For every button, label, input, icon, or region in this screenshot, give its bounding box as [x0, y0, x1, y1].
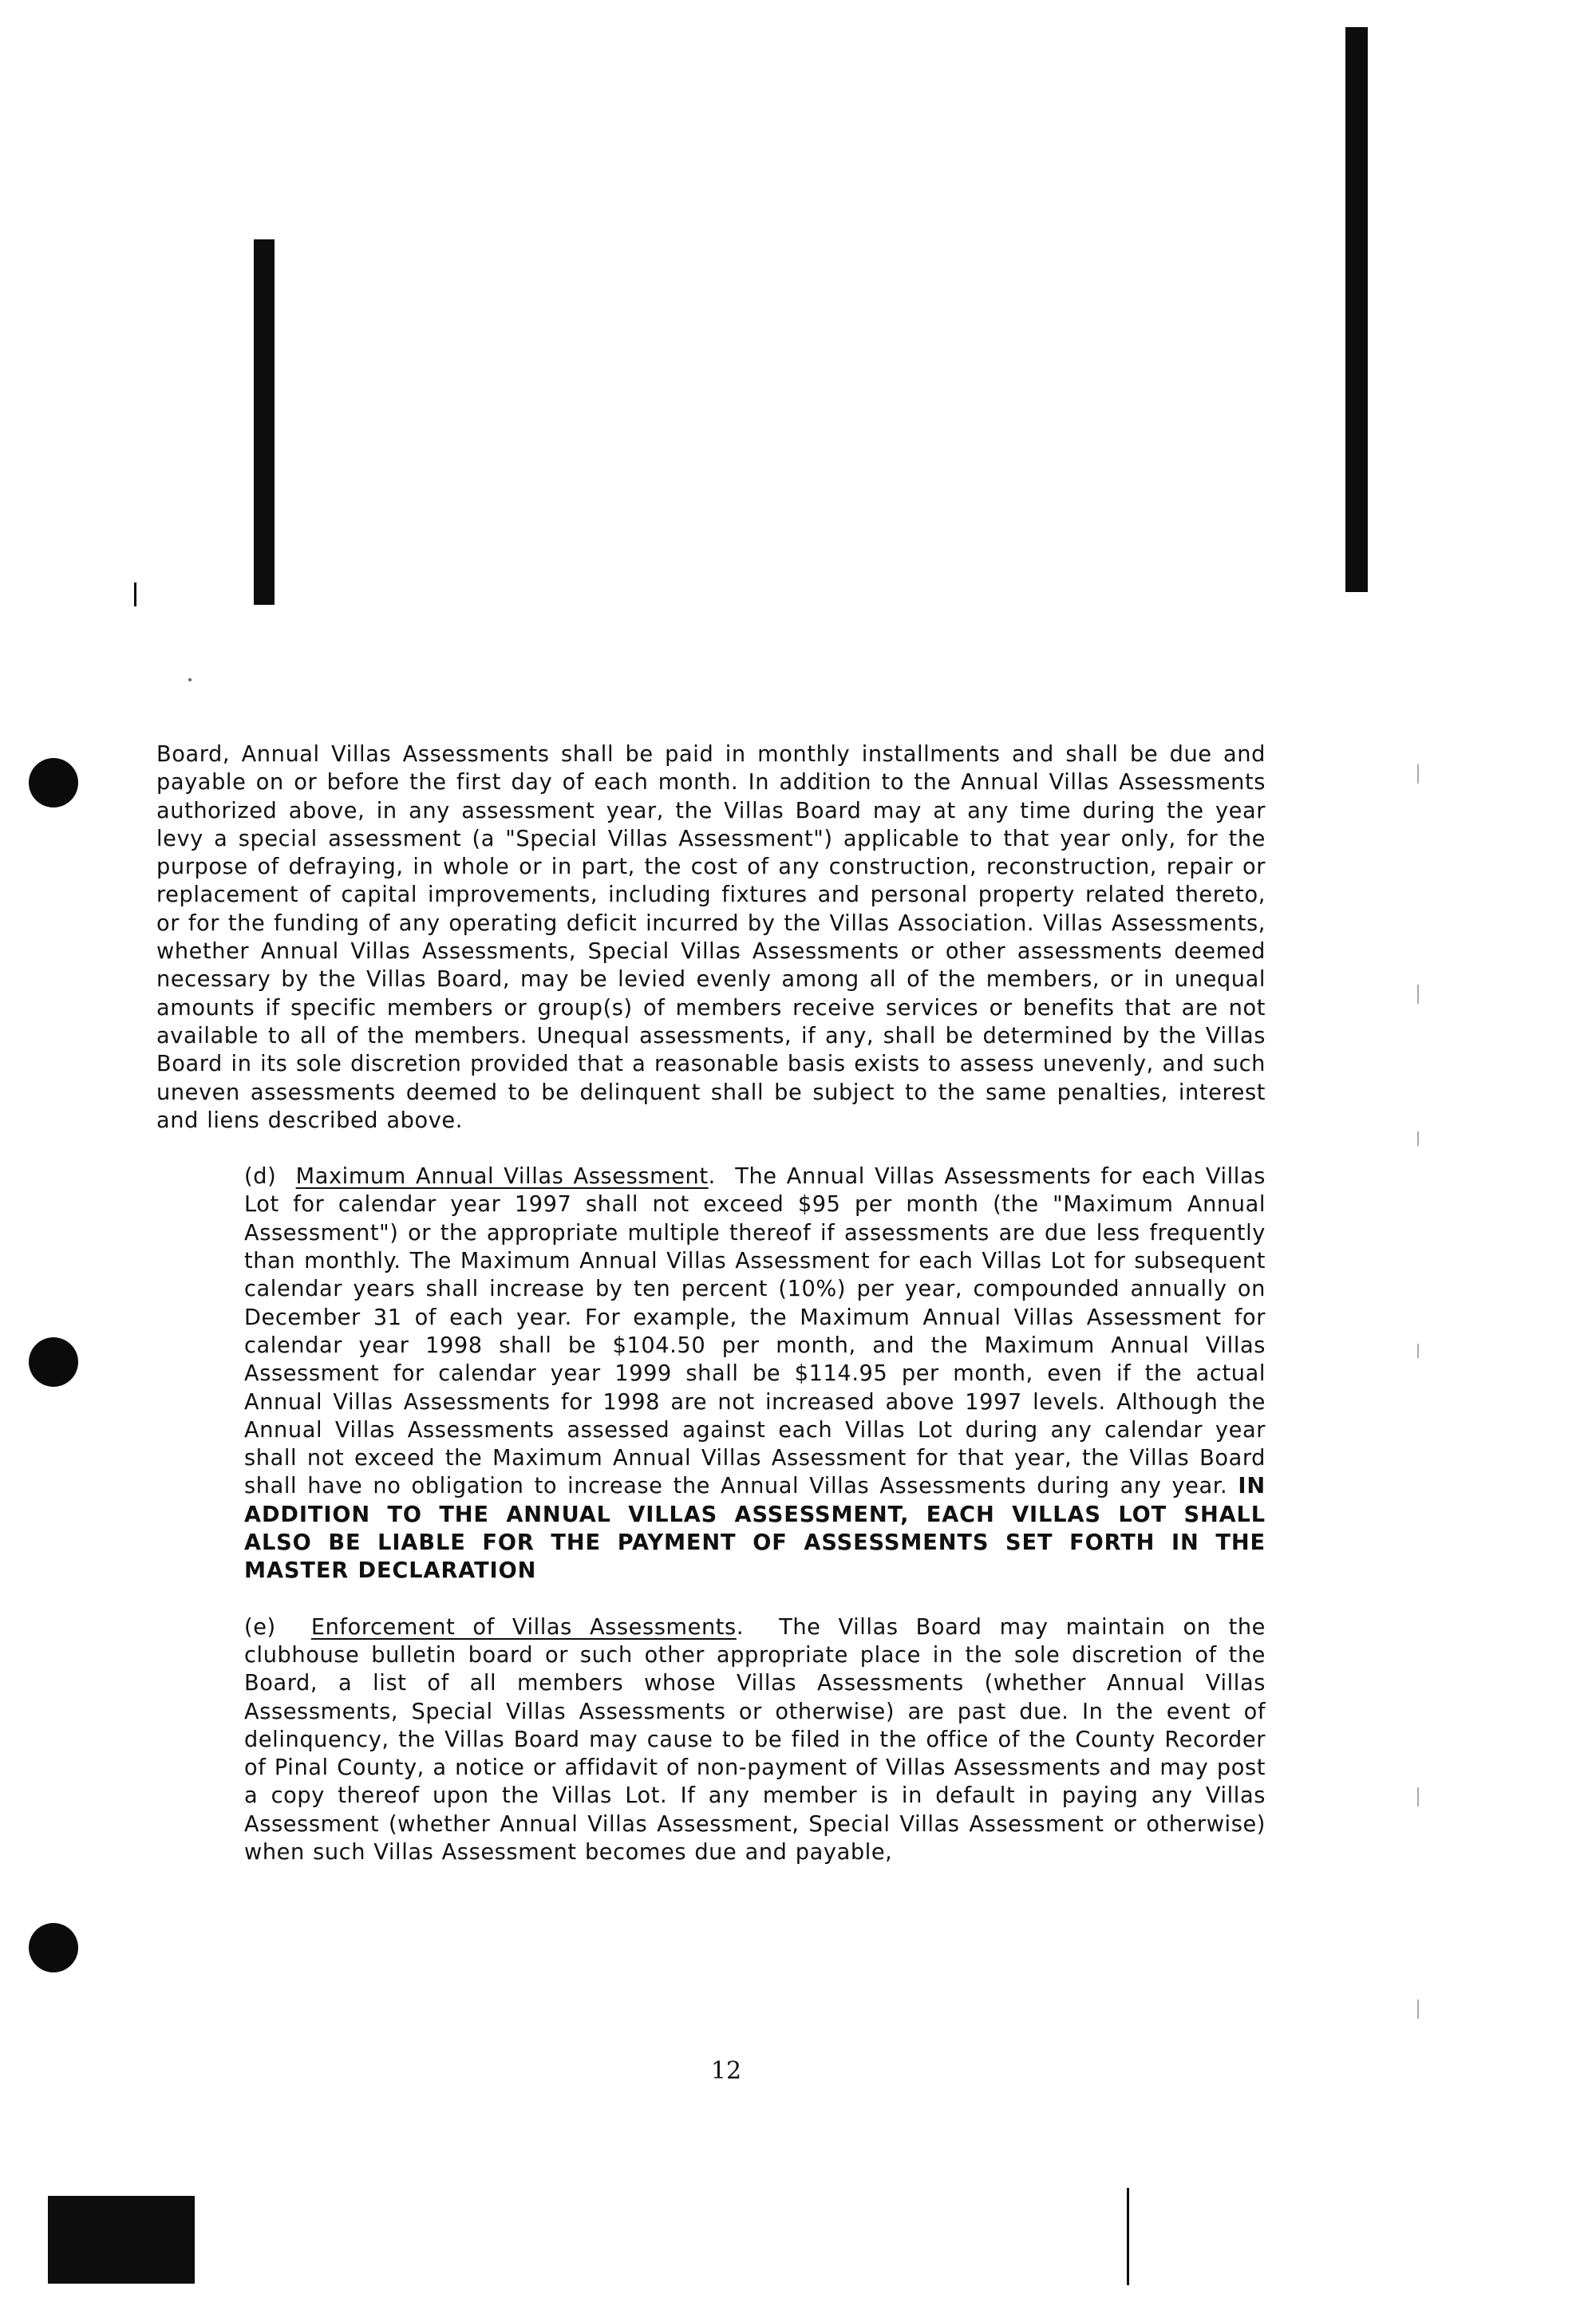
margin-tick [1417, 1787, 1419, 1806]
punch-hole-bottom [29, 1923, 78, 1972]
scan-block-bottom-left [48, 2196, 195, 2284]
scan-bar-left [254, 239, 275, 605]
margin-tick [1417, 1131, 1419, 1146]
page-number: 12 [710, 2057, 742, 2085]
section-e-body: The Villas Board may maintain on the clubhouse bulletin board or such other appropriate place in the sole discretion of the Board, a list of all members whose Villas Assessments (whether Annual Villas Assessments, Special Villas Assessments or otherwise) are past due. In the event of delinquency, the Villas Board may cause to be filed in the office of the County Recorder of Pinal County, a notice or affidavit of non-payment of Villas Assessments and may post a copy thereof upon the Villas Lot. If any member is in default in paying any Villas Assessment (whether Annual Villas Assessment, Special Villas Assessment or otherwise) when such Villas Assessment becomes due and payable, [244, 1614, 1266, 1865]
scan-bar-right [1345, 27, 1368, 592]
section-d-emphasis: IN ADDITION TO THE ANNUAL VILLAS ASSESSMENT, EACH VILLAS LOT SHALL ALSO BE LIABLE FOR THE PAYMENT OF ASSESSMENTS SET FORTH IN THE MASTER DECLARATION [244, 1474, 1266, 1584]
margin-tick [1417, 2000, 1419, 2019]
speck [188, 678, 192, 681]
section-d-heading: Maximum Annual Villas Assessment [295, 1164, 709, 1190]
margin-tick [1417, 985, 1419, 1004]
margin-tick [1417, 1344, 1419, 1358]
margin-tick [1417, 764, 1419, 784]
section-e-heading: Enforcement of Villas Assessments [310, 1614, 737, 1640]
scan-bar-left-thin [134, 582, 136, 606]
section-d: (d) Maximum Annual Villas Assessment. The Annual Villas Assessments for each Villas Lot for calendar year 1997 shall not exceed $95 per month (the "Maximum Annual Assessment") or the appropriate multiple thereof if assessments are due less frequently than monthly. The Maximum Annual Villas Assessment for each Villas Lot for subsequent calendar years shall increase by ten percent (10%) per year, compounded annually on December 31 of each year. For example, the Maximum Annual Villas Assessment for calendar year 1998 shall be $104.50 per month, and the Maximum Annual Villas Assessment for calendar year 1999 shall be $114.95 per month, even if the actual Annual Villas Assessments for 1998 are not increased above 1997 levels. Although the Annual Villas Assessments assessed against each Villas Lot during any calendar year shall not exceed the Maximum Annual Villas Assessment for that year, the Villas Board shall have no obligation to increase the Annual Villas Assessments during any year. IN ADDITION TO THE ANNUAL VILLAS ASSESSMENT, EACH VILLAS LOT SHALL ALSO BE LIABLE FOR THE PAYMENT OF ASSESSMENTS SET FORTH IN THE MASTER DECLARATION [244, 1164, 1266, 1584]
section-d-label: (d) [244, 1164, 277, 1190]
page-text [156, 740, 1266, 1866]
punch-hole-top [29, 758, 78, 807]
section-e-label: (e) [244, 1614, 276, 1640]
punch-hole-middle [29, 1337, 78, 1387]
section-d-body: The Annual Villas Assessments for each Villas Lot for calendar year 1997 shall not exceed $95 per month (the "Maximum Annual Assessment") or the appropriate multiple thereof if assessments are due less frequently than monthly. The Maximum Annual Villas Assessment for each Villas Lot for subsequent calendar years shall increase by ten percent (10%) per year, compounded annually on December 31 of each year. For example, the Maximum Annual Villas Assessment for calendar year 1998 shall be $104.50 per month, and the Maximum Annual Villas Assessment for calendar year 1999 shall be $114.95 per month, even if the actual Annual Villas Assessments for 1998 are not increased above 1997 levels. Although the Annual Villas Assessments assessed against each Villas Lot during any calendar year shall not exceed the Maximum Annual Villas Assessment for that year, the Villas Board shall have no obligation to increase the Annual Villas Assessments during any year. [244, 1164, 1266, 1499]
section-e: (e) Enforcement of Villas Assessments. The Villas Board may maintain on the clubhouse bulletin board or such other appropriate place in the sole discretion of the Board, a list of all members whose Villas Assessments (whether Annual Villas Assessments, Special Villas Assessments or otherwise) are past due. In the event of delinquency, the Villas Board may cause to be filed in the office of the County Recorder of Pinal County, a notice or affidavit of non-payment of Villas Assessments and may post a copy thereof upon the Villas Lot. If any member is in default in paying any Villas Assessment (whether Annual Villas Assessment, Special Villas Assessment or otherwise) when such Villas Assessment becomes due and payable, [244, 1614, 1266, 1865]
paragraph-assessments: Board, Annual Villas Assessments shall be paid in monthly installments and shall be due and payable on or before the first day of each month. In addition to the Annual Villas Assessments authorized above, in any assessment year, the Villas Board may at any time during the year levy a special assessment (a "Special Villas Assessment") applicable to that year only, for the purpose of defraying, in whole or in part, the cost of any construction, reconstruction, repair or replacement of capital improvements, including fixtures and personal property related thereto, or for the funding of any operating deficit incurred by the Villas Association. Villas Assessments, whether Annual Villas Assessments, Special Villas Assessments or other assessments deemed necessary by the Villas Board, may be levied evenly among all of the members, or in unequal amounts if specific members or group(s) of members receive services or benefits that are not available to all of the members. Unequal assessments, if any, shall be determined by the Villas Board in its sole discretion provided that a reasonable basis exists to assess unevenly, and such uneven assessments deemed to be delinquent shall be subject to the same penalties, interest and liens described above. [156, 742, 1266, 1133]
scan-line-bottom [1127, 2188, 1129, 2285]
